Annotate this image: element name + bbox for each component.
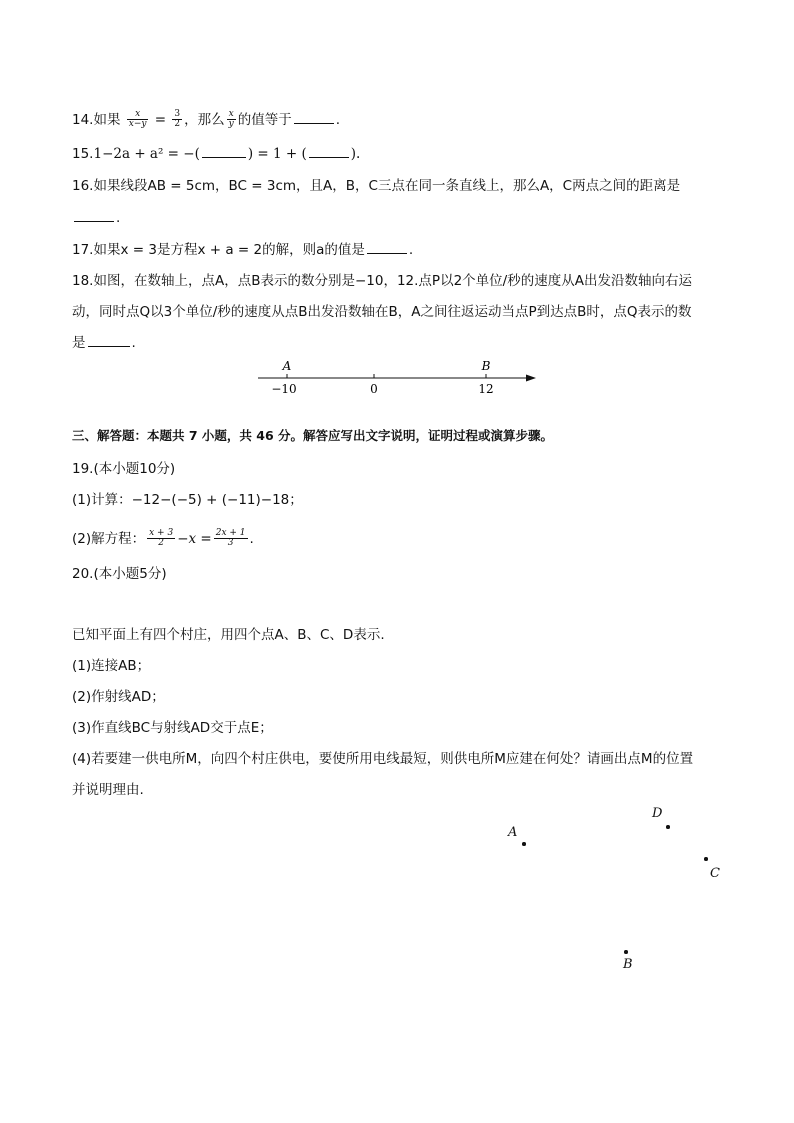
q17-text: 17.如果x = 3是方程x + a = 2的解，则a的值是 bbox=[72, 242, 365, 258]
q15-expression-mid: ) = 1 + ( bbox=[247, 146, 307, 162]
q19-part2-mid: −x = bbox=[177, 530, 212, 547]
number-line-arrow bbox=[526, 375, 536, 382]
point-a-label: A bbox=[508, 825, 518, 840]
q17-answer-blank[interactable] bbox=[367, 252, 407, 254]
q14-frac3-num: x bbox=[227, 110, 236, 120]
q15-expression: 1−2a + a² = −( bbox=[93, 146, 200, 162]
q19-part2-end: . bbox=[249, 530, 254, 547]
q14-text-2: ，那么 bbox=[184, 111, 225, 128]
q19-frac2-den: 3 bbox=[227, 538, 234, 549]
q15-number: 15. bbox=[72, 146, 94, 162]
q19-fraction-1 bbox=[147, 529, 175, 549]
q15-answer-blank-2[interactable] bbox=[309, 156, 349, 158]
point-b-label: B bbox=[623, 957, 633, 972]
q14-fraction-1 bbox=[127, 110, 149, 130]
q16-end: . bbox=[116, 210, 121, 226]
q14-fraction-2 bbox=[172, 110, 182, 130]
q19-frac2-num: 2x + 1 bbox=[215, 528, 246, 538]
question-19-part-1: (1)计算：−12−(−5) + (−11)−18； bbox=[72, 492, 303, 508]
q14-frac2-num: 3 bbox=[174, 109, 181, 119]
number-line-figure bbox=[250, 355, 550, 400]
number-line-tick-zero-value: 0 bbox=[370, 382, 378, 396]
q14-number: 14. bbox=[72, 111, 94, 128]
number-line-label-a: A bbox=[282, 359, 292, 373]
question-17 bbox=[72, 244, 413, 258]
q18-answer-blank[interactable] bbox=[88, 345, 130, 347]
point-b-dot bbox=[624, 950, 628, 954]
question-20-part-2: (2)作射线AD； bbox=[72, 689, 165, 705]
question-20-part-3: (3)作直线BC与射线AD交于点E； bbox=[72, 720, 273, 736]
question-16-line-1: 16.如果线段AB = 5cm，BC = 3cm，且A，B，C三点在同一条直线上，那么A，C两点之间的距离是 bbox=[72, 178, 681, 194]
q14-text-3: 的值等于 bbox=[237, 111, 292, 128]
question-18-line-2: 动，同时点Q以3个单位/秒的速度从点B出发沿数轴在B，A之间往返运动当点P到达点B时，点Q表示的数 bbox=[72, 304, 692, 320]
q19-part2-prefix: (2)解方程： bbox=[72, 530, 146, 547]
question-18-line-3 bbox=[72, 337, 136, 351]
q14-end: . bbox=[335, 111, 341, 128]
number-line-tick-a-value: −10 bbox=[271, 382, 297, 396]
question-20-part-4-cont: 并说明理由. bbox=[72, 782, 144, 798]
question-20-intro: 已知平面上有四个村庄，用四个点A、B、C、D表示. bbox=[72, 627, 385, 643]
q14-text-1: 如果 bbox=[93, 111, 121, 128]
q14-frac1-num: x bbox=[127, 110, 149, 120]
point-a-dot bbox=[522, 842, 526, 846]
q15-answer-blank-1[interactable] bbox=[202, 156, 246, 158]
q19-fraction-2 bbox=[214, 529, 248, 549]
question-14 bbox=[72, 110, 340, 130]
q14-fraction-3 bbox=[227, 110, 236, 130]
q18-text-3: 是 bbox=[72, 335, 86, 351]
q14-frac2-den: 2 bbox=[174, 119, 181, 130]
number-line-tick-b-value: 12 bbox=[478, 382, 494, 396]
q14-equals: = bbox=[154, 111, 167, 128]
q14-answer-blank[interactable] bbox=[294, 122, 334, 124]
question-15 bbox=[72, 148, 360, 162]
point-c-label: C bbox=[710, 866, 720, 881]
question-18-line-1: 18.如图，在数轴上，点A，点B表示的数分别是−10，12.点P以2个单位/秒的速度从A出发沿数轴向右运 bbox=[72, 273, 692, 289]
question-16-line-2 bbox=[72, 212, 120, 226]
q15-end: ). bbox=[350, 146, 361, 162]
q14-frac3-den: y bbox=[228, 119, 234, 130]
question-19-title: 19.(本小题10分) bbox=[72, 461, 176, 477]
q18-end: . bbox=[131, 335, 136, 351]
point-d-dot bbox=[666, 825, 670, 829]
q14-frac1-den: x−y bbox=[128, 119, 147, 130]
number-line-label-b: B bbox=[481, 359, 491, 373]
question-20-title: 20.(本小题5分) bbox=[72, 566, 167, 582]
point-d-label: D bbox=[652, 806, 663, 821]
q19-frac1-num: x + 3 bbox=[149, 528, 174, 538]
q17-end: . bbox=[408, 242, 414, 258]
q19-frac1-den: 2 bbox=[158, 538, 165, 549]
question-19-part-2 bbox=[72, 529, 254, 549]
point-c-dot bbox=[704, 857, 708, 861]
q16-answer-blank[interactable] bbox=[74, 220, 114, 222]
section-3-heading: 三、解答题：本题共 7 小题，共 46 分。解答应写出文字说明，证明过程或演算步骤。 bbox=[72, 428, 554, 443]
question-20-part-1: (1)连接AB； bbox=[72, 658, 151, 674]
question-20-part-4: (4)若要建一供电所M，向四个村庄供电，要使所用电线最短，则供电所M应建在何处？请画出点M的位置 bbox=[72, 751, 694, 767]
